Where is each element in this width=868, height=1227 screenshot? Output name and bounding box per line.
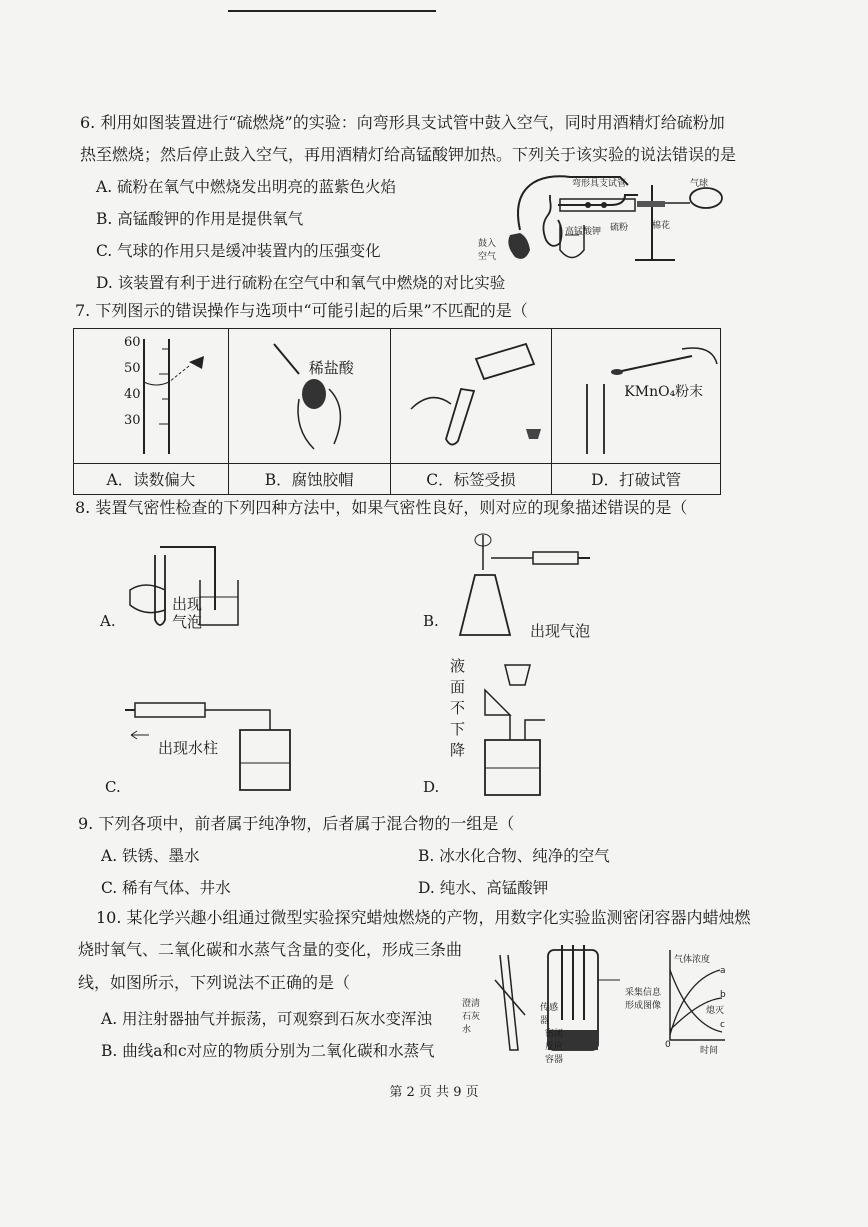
q8-d-letter: D.	[423, 778, 440, 796]
scale-60: 60	[124, 335, 141, 350]
q10-yaxis-label: 气体浓度	[674, 955, 711, 965]
q7-cell-d-image	[552, 329, 721, 464]
q8-c-letter: C.	[105, 778, 121, 796]
q8-d-label-2: 不	[450, 699, 466, 717]
q7-caption-c: C．标签受损	[390, 464, 552, 495]
q10-curve-c-label: c	[720, 1020, 725, 1030]
top-rule	[228, 10, 436, 12]
q8-d-label-1: 面	[450, 678, 466, 696]
q6-option-d: D. 该装置有利于进行硫粉在空气中和氧气中燃烧的对比实验	[96, 274, 506, 292]
q8-d-label-4: 降	[450, 741, 466, 759]
q10-label-wick: 熄灭	[706, 1006, 725, 1016]
q6-stem-line2: 热至燃烧；然后停止鼓入空气，再用酒精灯给高锰酸钾加热。下列关于该实验的说法错误的是	[80, 145, 737, 164]
q10-label-container: 密闭反应容器	[545, 1029, 564, 1065]
q10-stem-line1: 10. 某化学兴趣小组通过微型实验探究蜡烛燃烧的产物，用数字化实验监测密闭容器内蜡烛燃	[96, 908, 751, 927]
q7-stem: 7. 下列图示的错误操作与选项中“可能引起的后果”不匹配的是（	[75, 301, 528, 320]
test-tube-spatula-figure	[572, 344, 722, 459]
q10-option-b: B. 曲线a和c对应的物质分别为二氧化碳和水蒸气	[101, 1042, 435, 1060]
q6-label-cotton: 棉花	[652, 221, 671, 231]
q6-label-sulfur: 硫粉	[610, 223, 629, 233]
q10-curve-a-label: a	[720, 966, 726, 976]
q6-label-kmno4: 高锰酸钾	[565, 227, 602, 237]
q8-a-label2: 气泡	[172, 613, 203, 631]
page-footer: 第 2 页 共 9 页	[389, 1085, 479, 1100]
q6-option-c: C. 气球的作用只是缓冲装置内的压强变化	[96, 242, 381, 260]
q8-b-letter: B.	[423, 612, 439, 630]
q10-option-a: A. 用注射器抽气并振荡，可观察到石灰水变浑浊	[101, 1010, 433, 1028]
q6-option-a: A. 硫粉在氧气中燃烧发出明亮的蓝紫色火焰	[96, 178, 397, 196]
q10-stem-line2: 烧时氧气、二氧化碳和水蒸气含量的变化，形成三条曲	[78, 940, 463, 959]
q8-d-label-0: 液	[450, 657, 466, 675]
q6-option-b: B. 高锰酸钾的作用是提供氧气	[96, 210, 304, 228]
q10-label-limewater: 澄清石灰水	[462, 999, 481, 1035]
q6-stem-line1: 6. 利用如图装置进行“硫燃烧”的实验：向弯形具支试管中鼓入空气，同时用酒精灯给硫粉加	[80, 113, 725, 132]
q9-option-b: B. 冰水化合物、纯净的空气	[418, 847, 610, 865]
q8-d-label-3: 下	[450, 720, 466, 738]
q10-label-sensor: 传感器	[540, 1003, 559, 1026]
q9-stem: 9. 下列各项中，前者属于纯净物，后者属于混合物的一组是（	[78, 814, 515, 833]
q8-c-label: 出现水柱	[158, 739, 219, 757]
scale-50: 50	[124, 361, 141, 376]
q7-caption-a: A．读数偏大	[74, 464, 229, 495]
q9-option-a: A. 铁锈、墨水	[101, 847, 200, 865]
q8-fig-d	[470, 660, 570, 795]
q7-caption-d: D．打破试管	[552, 464, 721, 495]
q6-label-air: 鼓入空气	[478, 239, 497, 262]
pouring-figure	[406, 339, 546, 459]
q10-xaxis-label: 时间	[700, 1046, 719, 1056]
q8-b-label: 出现气泡	[530, 622, 591, 640]
q10-curve-b-label: b	[720, 990, 726, 1000]
q10-stem-line3: 线，如图所示，下列说法不正确的是（	[78, 973, 351, 992]
q9-option-d: D. 纯水、高锰酸钾	[418, 879, 549, 897]
q7-figure-table	[73, 328, 721, 495]
q7-cell-a-image	[74, 329, 229, 464]
q7-cell-c-image	[390, 329, 552, 464]
q7-cell-b-image	[228, 329, 390, 464]
q6-label-balloon: 气球	[690, 179, 709, 189]
q8-stem: 8. 装置气密性检查的下列四种方法中，如果气密性良好，则对应的现象描述错误的是（	[75, 498, 688, 517]
scale-30: 30	[124, 413, 141, 428]
scale-40: 40	[124, 387, 141, 402]
q10-origin-label: 0	[665, 1040, 671, 1050]
q8-a-letter: A.	[100, 612, 116, 630]
kmno4-label: KMnO₄粉末	[624, 384, 704, 400]
dilute-hcl-label: 稀盐酸	[308, 359, 354, 377]
q8-a-label1: 出现	[172, 595, 203, 613]
q10-label-data: 采集信息形成图像	[625, 988, 662, 1011]
q7-caption-b: B．腐蚀胶帽	[228, 464, 390, 495]
q9-option-c: C. 稀有气体、井水	[101, 879, 231, 897]
q6-label-tube: 弯形具支试管	[572, 179, 627, 189]
